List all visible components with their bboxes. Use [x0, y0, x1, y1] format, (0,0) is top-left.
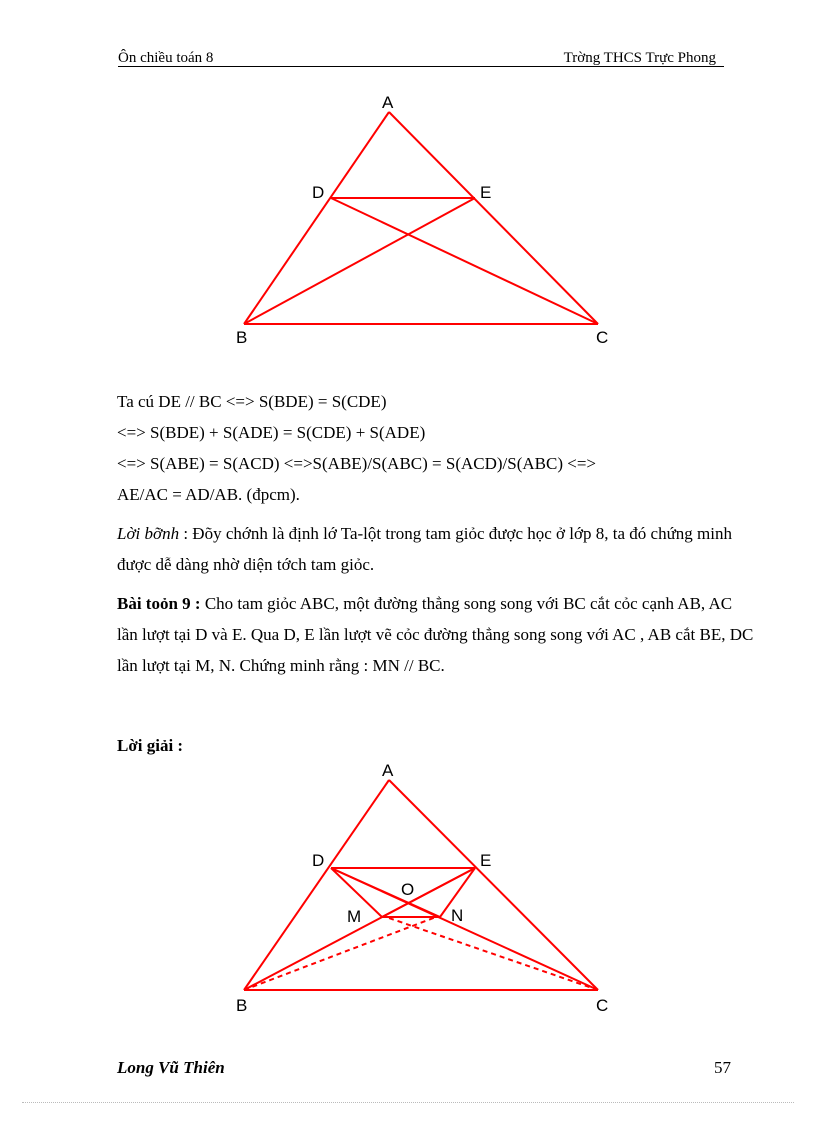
solution-line-4: AE/AC = AD/AB. (đpcm). [117, 485, 300, 504]
comment-paragraph [117, 518, 757, 580]
triangle-figure-2 [230, 760, 620, 1020]
label-B: B [236, 996, 248, 1015]
label-D: D [312, 851, 325, 870]
segment-AC [389, 112, 598, 324]
comment-label: Lời bỡnh [117, 524, 180, 543]
label-A: A [382, 93, 394, 112]
solution-line-1: Ta cú DE // BC <=> S(BDE) = S(CDE) [117, 392, 387, 411]
label-A: A [382, 761, 394, 780]
label-M: M [347, 907, 362, 926]
label-E: E [480, 183, 492, 202]
label-C: C [596, 996, 609, 1015]
page-bottom-divider [22, 1102, 794, 1103]
label-N: N [451, 906, 464, 925]
segment-AB [244, 112, 389, 324]
label-D: D [312, 183, 325, 202]
solution-line-3: <=> S(ABE) = S(ACD) <=>S(ABE)/S(ABC) = S(ACD)/S(ABC) <=> [117, 454, 597, 473]
problem-9-paragraph [117, 588, 757, 681]
page-number: 57 [714, 1058, 731, 1077]
solution-1 [117, 386, 757, 510]
solution-heading: Lời giải : [117, 736, 184, 755]
footer-author: Long Vũ Thiên [117, 1058, 225, 1077]
solution-line-2: <=> S(BDE) + S(ADE) = S(CDE) + S(ADE) [117, 423, 426, 442]
comment-text: : Đõy chớnh là định lớ Ta-lột trong tam giỏc được học ở lớp 8, ta đó chứng minh được dễ dàng nhờ diện tớch tam giỏc. [117, 524, 732, 574]
segment-DC [331, 198, 598, 324]
segment-BM-dashed [244, 917, 436, 990]
segment-CN-dashed [386, 917, 598, 990]
problem-9-text: Cho tam giỏc ABC, một đường thẳng song song với BC cắt cỏc cạnh AB, AC lần lượt tại D và E. Qua D, E lần lượt vẽ cỏc đường thẳng song song với AC , AB cắt BE, DC lần lượt tại M, N. Chứng minh rằng : MN // BC. [117, 594, 754, 675]
label-C: C [596, 328, 609, 347]
header-left: Ôn chiều toán 8 [118, 50, 214, 66]
header-right: Trờng THCS Trực Phong [563, 50, 716, 66]
problem-9-label: Bài toỏn 9 : [117, 594, 201, 613]
segment-AC [389, 780, 598, 990]
label-B: B [236, 328, 248, 347]
label-E: E [480, 851, 492, 870]
page-header [118, 48, 724, 67]
segment-BE [244, 198, 475, 324]
label-O: O [401, 880, 415, 899]
triangle-figure-1 [230, 92, 620, 352]
